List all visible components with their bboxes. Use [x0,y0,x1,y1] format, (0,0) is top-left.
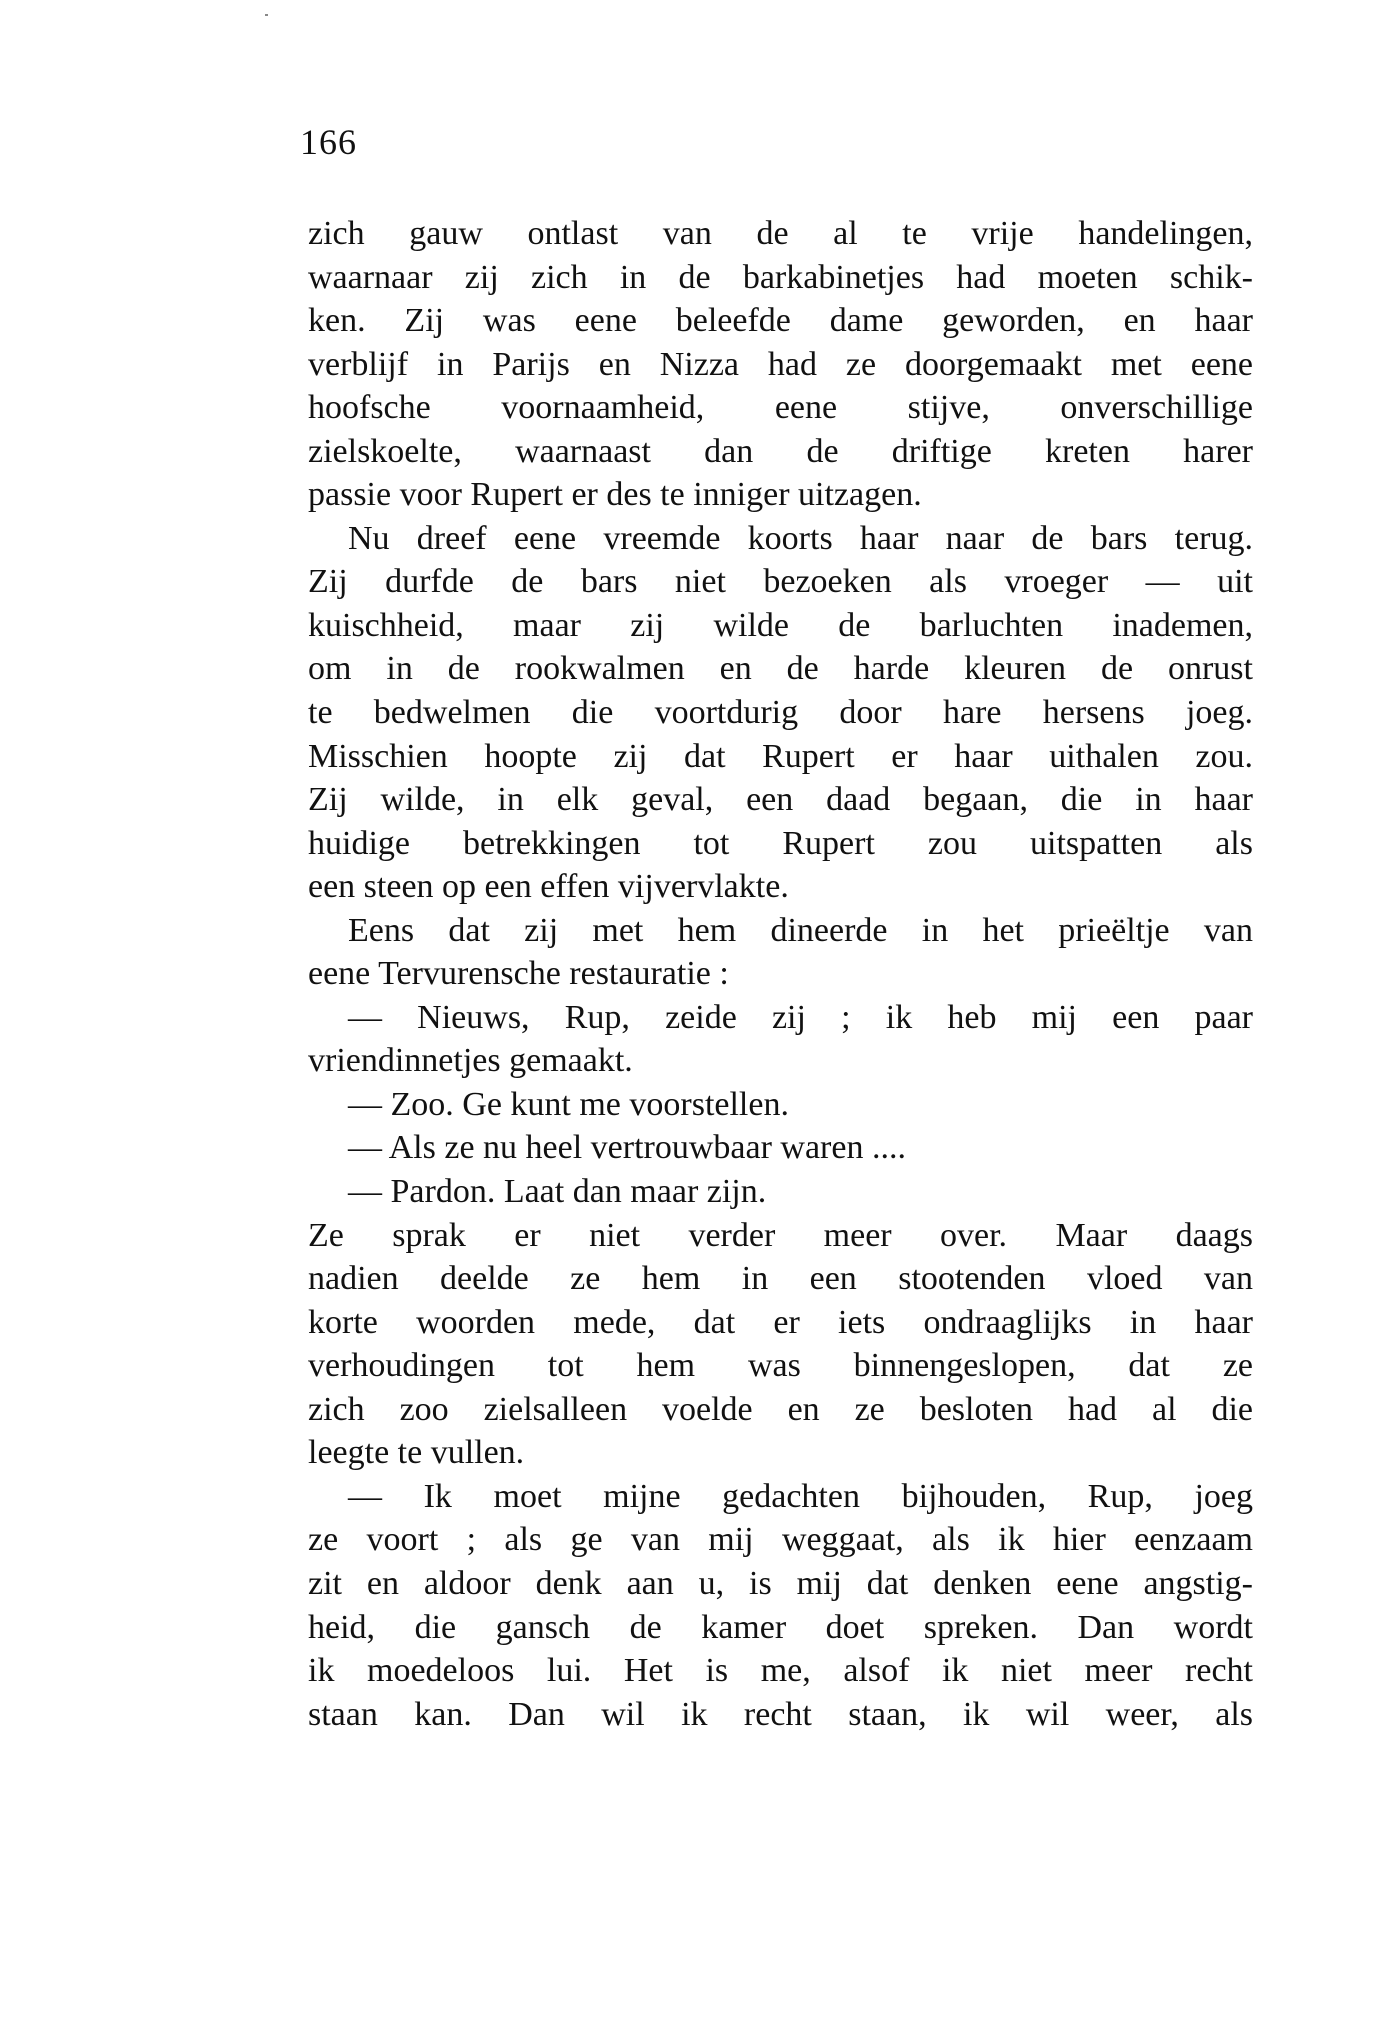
text-line: heid, die gansch de kamer doet spreken. Dan wordt [308,1608,1253,1646]
text-line: vriendinnetjes gemaakt. [308,1042,633,1080]
text-line: kuischheid, maar zij wilde de barluchten inademen, [308,606,1253,644]
text-line: waarnaar zij zich in de barkabinetjes had moeten schik- [308,258,1253,296]
text-line: Eens dat zij met hem dineerde in het prieëltje van [348,911,1253,949]
text-line: leegte te vullen. [308,1434,525,1472]
text-line: — Ik moet mijne gedachten bijhouden, Rup, joeg [348,1477,1253,1515]
text-line: Zij wilde, in elk geval, een daad begaan, die in haar [308,781,1253,819]
text-line: Misschien hoopte zij dat Rupert er haar uithalen zou. [308,737,1253,775]
text-line: passie voor Rupert er des te inniger uitzagen. [308,476,922,514]
body-text [308,212,1253,1736]
text-line: om in de rookwalmen en de harde kleuren de onrust [308,650,1253,688]
page-number: 166 [300,122,357,162]
text-line: staan kan. Dan wil ik recht staan, ik wil weer, als [308,1695,1253,1733]
text-line: hoofsche voornaamheid, eene stijve, onverschillige [308,389,1253,427]
text-line: huidige betrekkingen tot Rupert zou uitspatten als [308,824,1253,862]
text-line: ze voort ; als ge van mij weggaat, als ik hier eenzaam [308,1521,1253,1559]
text-line: Ze sprak er niet verder meer over. Maar daags [308,1216,1253,1254]
text-line: ik moedeloos lui. Het is me, alsof ik niet meer recht [308,1652,1253,1690]
text-line: — Zoo. Ge kunt me voorstellen. [348,1085,789,1123]
text-line: een steen op een effen vijvervlakte. [308,868,789,906]
text-line: Zij durfde de bars niet bezoeken als vroeger — uit [308,563,1253,601]
text-line: zich zoo zielsalleen voelde en ze besloten had al die [308,1390,1253,1428]
text-line: eene Tervurensche restauratie : [308,955,729,993]
text-line: zit en aldoor denk aan u, is mij dat denken eene angstig- [308,1564,1253,1602]
text-line: — Als ze nu heel vertrouwbaar waren .... [348,1129,906,1167]
text-line: korte woorden mede, dat er iets ondraaglijks in haar [308,1303,1253,1341]
text-line: nadien deelde ze hem in een stootenden vloed van [308,1260,1253,1298]
text-line: zielskoelte, waarnaast dan de driftige kreten harer [308,432,1253,470]
text-line: verblijf in Parijs en Nizza had ze doorgemaakt met eene [308,345,1253,383]
text-line: ken. Zij was eene beleefde dame geworden, en haar [308,302,1253,340]
text-line: — Nieuws, Rup, zeide zij ; ik heb mij een paar [348,998,1253,1036]
text-line: Nu dreef eene vreemde koorts haar naar de bars terug. [348,519,1253,557]
text-line: verhoudingen tot hem was binnengeslopen, dat ze [308,1347,1253,1385]
scan-speck [265,14,268,16]
text-line: — Pardon. Laat dan maar zijn. [348,1173,767,1211]
text-line: te bedwelmen die voortdurig door hare hersens joeg. [308,694,1253,732]
text-line: zich gauw ontlast van de al te vrije handelingen, [308,215,1253,252]
